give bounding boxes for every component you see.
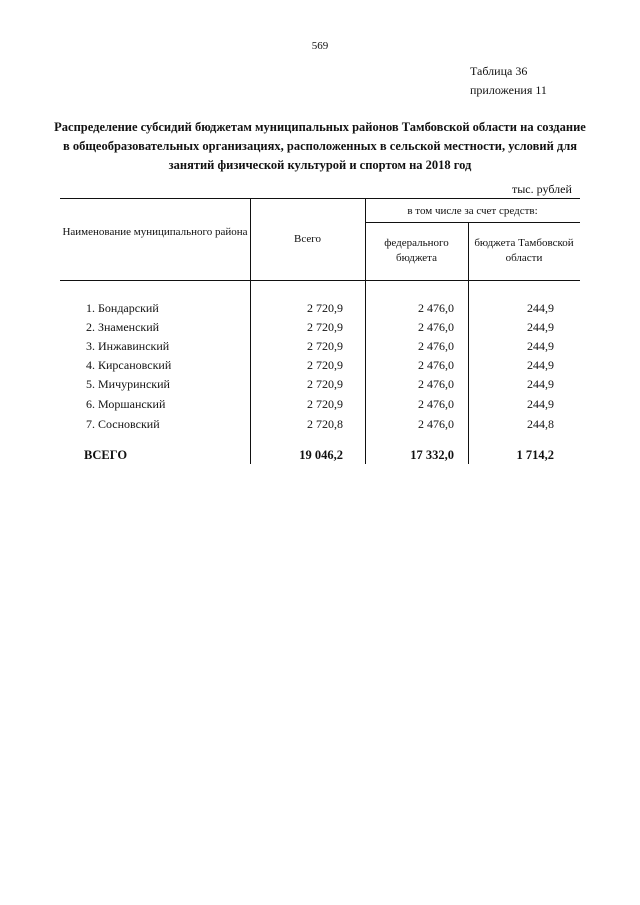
header-regional-budget: бюджета Тамбовской области [474,237,574,264]
regional-total-value: 1 714,2 [516,448,554,462]
table-top-border [60,198,580,199]
district-name: 6. Моршанский [86,397,166,411]
district-name: 2. Знаменский [86,320,160,334]
grand-total-value: 19 046,2 [299,448,343,462]
document-title: Распределение субсидий бюджетам муниципальных районов Тамбовской области на создание в общеобразовательных организациях, расположенных в сельской местности, условий для занятий физической культурой и спортом на 2018 год [54,120,586,172]
federal-value: 2 476,0 [418,377,454,391]
table-row [60,339,580,358]
total-value: 2 720,9 [307,377,343,391]
federal-value: 2 476,0 [418,301,454,315]
table-row [60,358,580,377]
table-row [60,417,580,436]
table-row [60,301,580,320]
district-name: 1. Бондарский [86,301,159,315]
federal-value: 2 476,0 [418,358,454,372]
federal-value: 2 476,0 [418,417,454,431]
header-total: Всего [294,233,321,245]
table-row [60,320,580,339]
regional-value: 244,9 [527,320,554,334]
total-value: 2 720,9 [307,397,343,411]
total-value: 2 720,9 [307,358,343,372]
table-ref-number: Таблица 36 [470,64,528,78]
district-name: 7. Сосновский [86,417,160,431]
federal-value: 2 476,0 [418,397,454,411]
regional-value: 244,9 [527,339,554,353]
total-value: 2 720,9 [307,320,343,334]
district-name: 4. Кирсановский [86,358,172,372]
federal-value: 2 476,0 [418,320,454,334]
total-value: 2 720,8 [307,417,343,431]
header-district-name: Наименование муниципального района [62,226,248,238]
federal-value: 2 476,0 [418,339,454,353]
regional-value: 244,9 [527,377,554,391]
regional-value: 244,9 [527,397,554,411]
regional-value: 244,9 [527,301,554,315]
table-header-bottom-border [60,280,580,281]
federal-total-value: 17 332,0 [410,448,454,462]
table-row [60,397,580,416]
table-total-row [60,448,580,467]
units-label: тыс. рублей [512,182,572,196]
regional-value: 244,8 [527,417,554,431]
header-including: в том числе за счет средств: [407,205,538,217]
page-number: 569 [311,40,329,52]
regional-value: 244,9 [527,358,554,372]
district-name: 5. Мичуринский [86,377,170,391]
total-value: 2 720,9 [307,339,343,353]
table-row [60,377,580,396]
table-subheader-border [365,222,580,223]
header-federal-budget: федерального бюджета [384,237,449,264]
total-label: ВСЕГО [84,448,128,462]
district-name: 3. Инжавинский [86,339,170,353]
total-value: 2 720,9 [307,301,343,315]
table-ref-appendix: приложения 11 [470,83,547,97]
